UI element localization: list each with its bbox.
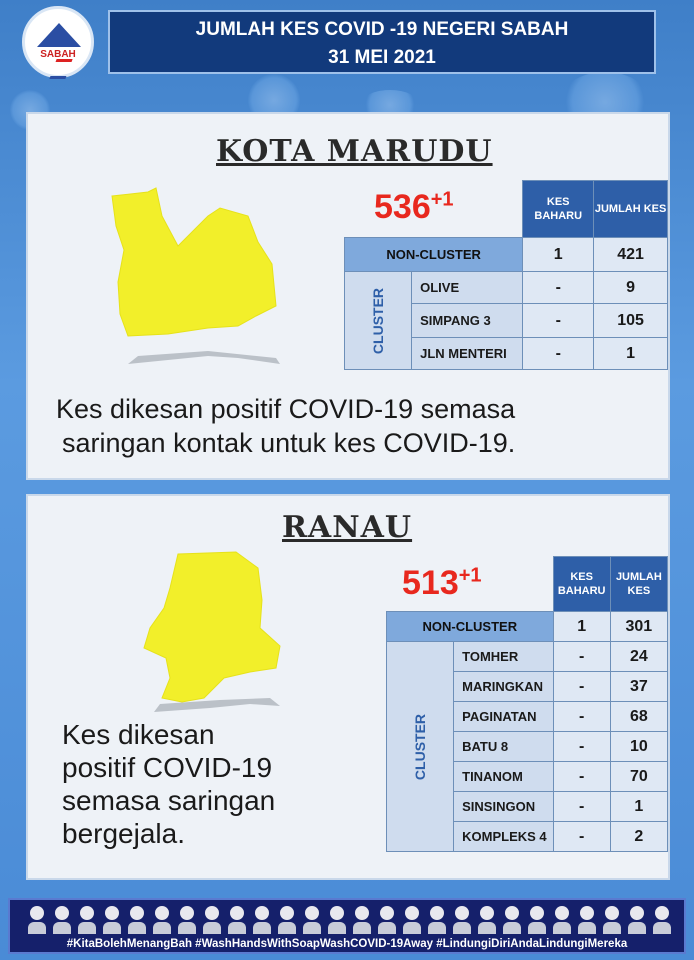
person-icon — [403, 906, 421, 934]
person-icon — [228, 906, 246, 934]
person-icon — [453, 906, 471, 934]
person-icon — [628, 906, 646, 934]
logo-text: SABAH — [40, 49, 76, 60]
person-icon — [153, 906, 171, 934]
logo-s-mark — [49, 59, 72, 79]
note-line: Kes dikesan — [62, 719, 215, 750]
cluster-new: - — [553, 732, 610, 762]
case-table — [386, 556, 668, 852]
person-icon — [303, 906, 321, 934]
district-panel-kota-marudu — [26, 112, 670, 480]
cluster-new: - — [553, 762, 610, 792]
page-date: 31 MEI 2021 — [328, 47, 436, 68]
district-title: KOTA MARUDU — [216, 134, 493, 169]
district-note — [56, 392, 515, 460]
page-header — [108, 10, 656, 74]
cluster-name: JLN MENTERI — [412, 338, 523, 370]
district-map-shape — [112, 188, 276, 336]
district-note — [62, 718, 275, 850]
non-cluster-new: 1 — [523, 238, 594, 272]
district-total: $536^{+1}$ — [374, 188, 454, 226]
person-icon — [353, 906, 371, 934]
sabah-logo — [22, 6, 94, 78]
person-icon — [528, 906, 546, 934]
cluster-name: OLIVE — [412, 272, 523, 304]
cluster-name: BATU 8 — [454, 732, 554, 762]
col-jumlah-kes: JUMLAH KES — [594, 181, 668, 238]
person-icon — [253, 906, 271, 934]
cluster-new: - — [523, 338, 594, 370]
non-cluster-label: NON-CLUSTER — [345, 238, 523, 272]
cluster-total: 70 — [610, 762, 667, 792]
footer-banner — [8, 898, 686, 954]
non-cluster-total: 301 — [610, 612, 667, 642]
person-icon — [428, 906, 446, 934]
cluster-total: 10 — [610, 732, 667, 762]
person-icon — [203, 906, 221, 934]
note-line: saringan kontak untuk kes COVID-19. — [62, 428, 516, 458]
cluster-new: - — [553, 642, 610, 672]
cluster-name: SIMPANG 3 — [412, 304, 523, 338]
person-icon — [128, 906, 146, 934]
page-title: JUMLAH KES COVID -19 NEGERI SABAH — [195, 19, 569, 40]
person-icon — [78, 906, 96, 934]
cluster-name: SINSINGON — [454, 792, 554, 822]
cluster-total: 37 — [610, 672, 667, 702]
person-icon — [178, 906, 196, 934]
person-icon — [53, 906, 71, 934]
cluster-new: - — [553, 822, 610, 852]
note-line: bergejala. — [62, 818, 185, 849]
cluster-new: - — [523, 304, 594, 338]
case-table — [344, 180, 668, 370]
note-line: Kes dikesan positif COVID-19 semasa — [56, 394, 516, 424]
person-icon — [478, 906, 496, 934]
col-kes-baharu: KES BAHARU — [553, 557, 610, 612]
note-line: semasa saringan — [62, 785, 276, 816]
cluster-total: 9 — [594, 272, 668, 304]
footer-hashtags: #KitaBolehMenangBah #WashHandsWithSoapWashCOVID-19Away #LindungiDiriAndaLindungiMereka — [66, 938, 628, 950]
cluster-new: - — [553, 672, 610, 702]
cluster-total: 2 — [610, 822, 667, 852]
table-row — [387, 642, 668, 672]
non-cluster-new: 1 — [553, 612, 610, 642]
cluster-label: CLUSTER — [387, 642, 454, 852]
cluster-new: - — [523, 272, 594, 304]
person-icon — [28, 906, 46, 934]
cluster-total: 1 — [594, 338, 668, 370]
cluster-name: KOMPLEKS 4 — [454, 822, 554, 852]
person-icon — [653, 906, 671, 934]
person-icon — [503, 906, 521, 934]
cluster-name: PAGINATAN — [454, 702, 554, 732]
cluster-new: - — [553, 702, 610, 732]
note-line: positif COVID-19 — [62, 752, 273, 783]
cluster-name: MARINGKAN — [454, 672, 554, 702]
district-map — [140, 548, 290, 718]
cluster-total: 24 — [610, 642, 667, 672]
table-row — [345, 272, 668, 304]
cluster-total: 1 — [610, 792, 667, 822]
cluster-new: - — [553, 792, 610, 822]
cluster-total: 68 — [610, 702, 667, 732]
district-total: $513^{+1}$ — [402, 564, 482, 602]
cluster-name: TINANOM — [454, 762, 554, 792]
person-icon — [328, 906, 346, 934]
district-map — [98, 186, 288, 366]
cluster-name: TOMHER — [454, 642, 554, 672]
mountain-icon — [37, 23, 81, 47]
person-icon — [378, 906, 396, 934]
col-jumlah-kes: JUMLAH KES — [610, 557, 667, 612]
non-cluster-label: NON-CLUSTER — [387, 612, 554, 642]
district-panel-ranau — [26, 494, 670, 880]
district-title: RANAU — [282, 510, 413, 545]
cluster-label: CLUSTER — [345, 272, 412, 370]
person-icon — [603, 906, 621, 934]
cluster-total: 105 — [594, 304, 668, 338]
district-map-shape — [144, 552, 280, 702]
person-icon — [278, 906, 296, 934]
person-icon — [103, 906, 121, 934]
person-icon — [578, 906, 596, 934]
person-icon — [553, 906, 571, 934]
col-kes-baharu: KES BAHARU — [523, 181, 594, 238]
non-cluster-total: 421 — [594, 238, 668, 272]
